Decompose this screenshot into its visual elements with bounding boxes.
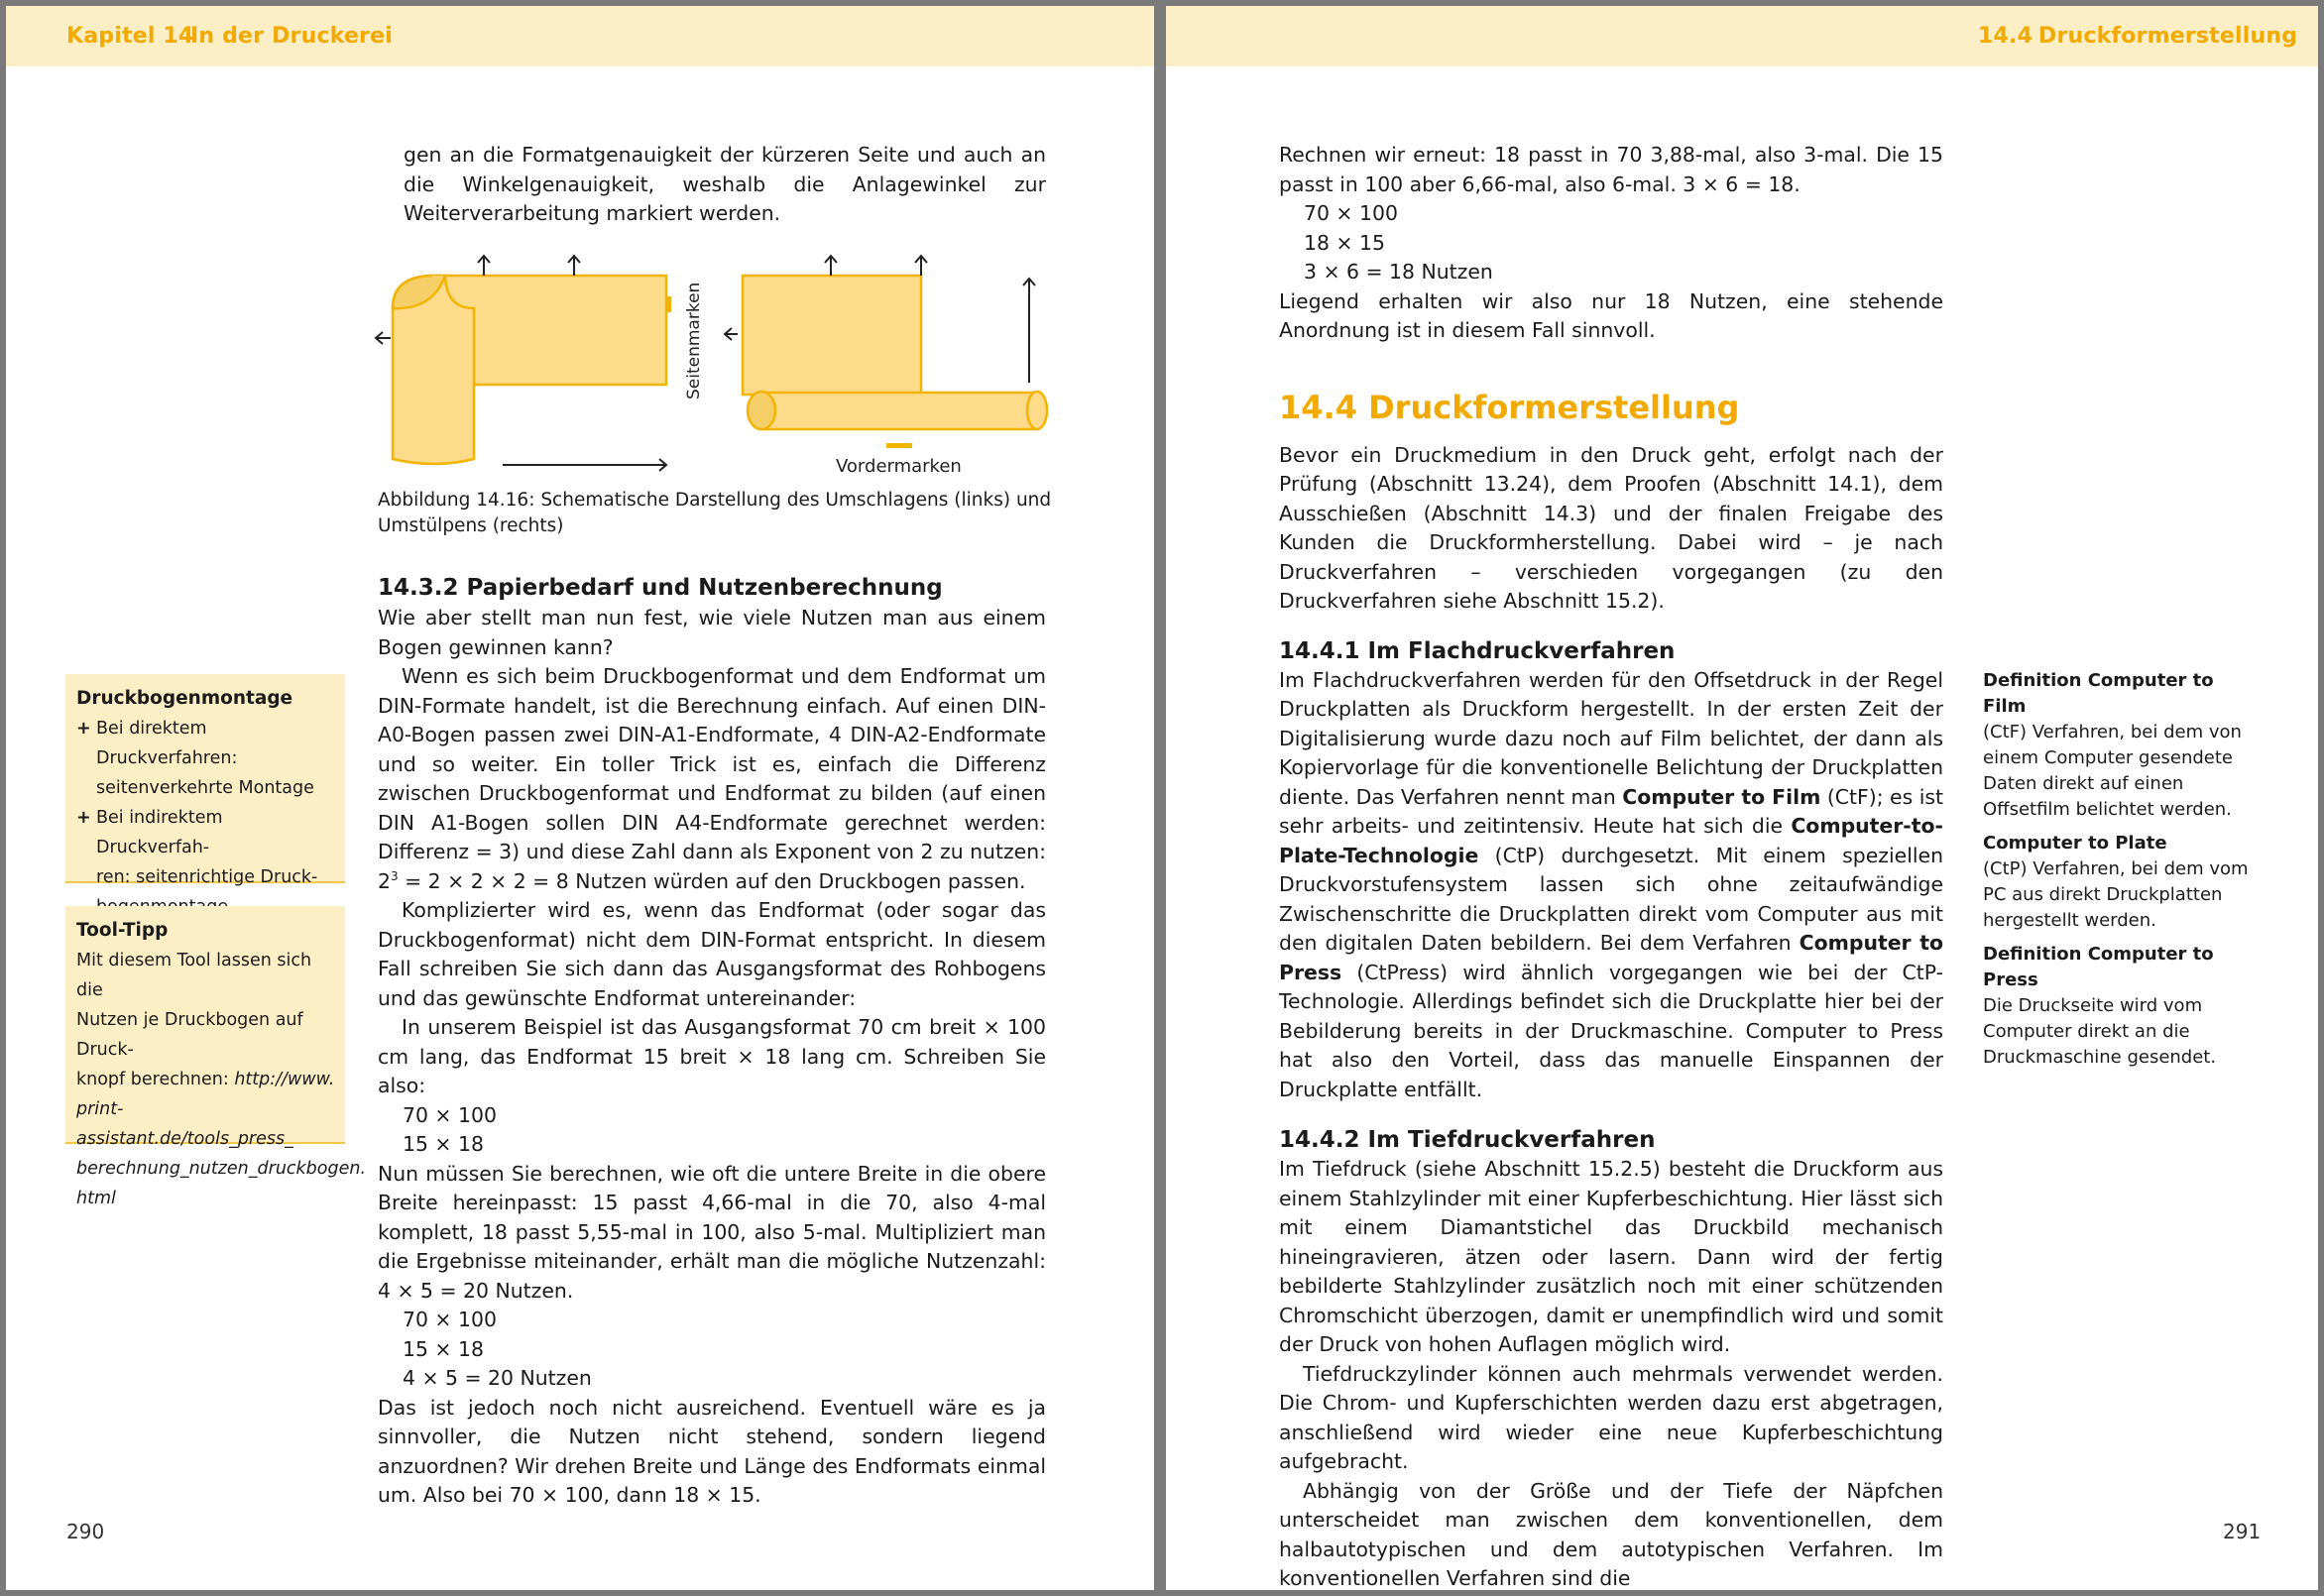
calc-line: 70 × 100 <box>1304 201 1398 225</box>
main-column <box>1279 141 1943 1590</box>
figure-umschlagen <box>373 249 1067 482</box>
note-text: (CtP) Verfahren, bei dem vom PC aus direkt Druckplatten hergestellt werden. <box>1983 858 2249 931</box>
section-title: Druckformerstellung <box>2038 24 2298 49</box>
tool-link[interactable]: print-assistant.de/tools_press_ <box>76 1099 293 1149</box>
text: = 2 × 2 × 2 = 8 Nutzen würden auf den Druckbogen passen. <box>398 868 1026 893</box>
calc-line: 15 × 18 <box>403 1132 484 1156</box>
list-item <box>76 803 335 922</box>
calc-line: 18 × 15 <box>1304 230 1385 255</box>
note-title: Definition Computer to Press <box>1983 944 2214 990</box>
text: (CtF); es ist sehr arbeits- und zeitintensiv. Heute hat sich die <box>1279 784 1944 838</box>
calc-line: 4 × 5 = 20 Nutzen <box>403 1366 592 1390</box>
margin-note <box>1983 942 2253 1071</box>
paragraph: Wie aber stellt man nun fest, wie viele Nutzen man aus einem Bogen gewinnen kann? <box>378 606 1046 659</box>
paragraph: Rechnen wir erneut: 18 passt in 70 3,88-mal, also 3-mal. Die 15 passt in 100 aber 6,66-mal, also 6-mal. 3 × 6 = 18. <box>1279 143 1943 196</box>
paragraph: Nun müssen Sie berechnen, wie oft die untere Breite in die obere Breite hereinpasst: 15 passt 4,66-mal in die 70, also 4-mal komplett, 18 passt 5,55-mal in 100, also 5-mal. Multipliziert man die Ergebnisse miteinander, erhält man die mögliche Nutzenzahl: 4 × 5 = 20 Nutzen. <box>378 1161 1046 1303</box>
caption-line: Abbildung 14.16: Schematische Darstellung des Umschlagens (links) und <box>378 490 1052 511</box>
running-header <box>6 6 1154 66</box>
info-box-tool-tipp <box>65 906 367 1208</box>
side-mark <box>666 296 671 312</box>
front-mark <box>886 443 912 448</box>
paragraph <box>378 662 1046 896</box>
box-title: Druckbogenmontage <box>76 688 293 709</box>
tool-link[interactable]: berechnung_nutzen_druckbogen. <box>76 1159 367 1179</box>
section-number: 14.4 <box>1978 24 2034 49</box>
box-line: Nutzen je Druckbogen auf Druck- <box>76 1010 303 1060</box>
note-text: (CtF) Verfahren, bei dem von einem Computer gesendete Daten direkt auf einen Offsetfilm belichtet werden. <box>1983 722 2242 820</box>
plus-icon: + <box>76 808 91 828</box>
calc-line: 3 × 6 = 18 Nutzen <box>1304 260 1493 284</box>
item-line: Bei direktem Druckverfahren: <box>96 719 238 768</box>
chapter-title: In der Druckerei <box>190 24 393 49</box>
plus-icon: + <box>76 719 91 739</box>
margin-note <box>1983 668 2253 823</box>
page-number: 291 <box>2223 1520 2262 1543</box>
page-number: 290 <box>66 1520 105 1543</box>
paragraph: gen an die Formatgenauigkeit der kürzeren Seite und auch an die Winkelgenauigkeit, weshalb die Anlagewinkel zur Weiterverarbeitung markiert werden. <box>404 143 1046 225</box>
note-title: Computer to Plate <box>1983 833 2167 854</box>
box-line <box>76 1065 335 1094</box>
exponent: 3 <box>390 868 399 883</box>
calc-line: 70 × 100 <box>403 1102 497 1127</box>
body-text-top <box>404 141 1046 229</box>
margin-note <box>1983 831 2253 934</box>
figure-caption <box>378 488 1052 539</box>
calc-line: 15 × 18 <box>403 1336 484 1361</box>
paragraph: Liegend erhalten wir also nur 18 Nutzen, eine stehende Anordnung ist in diesem Fall sinnvoll. <box>1279 288 1943 342</box>
section-heading: 14.3.2 Papierbedarf und Nutzenberechnung <box>378 575 943 601</box>
term: Computer-to-Plate-Technologie <box>1279 814 1943 867</box>
calc-line: 70 × 100 <box>403 1308 497 1331</box>
caption-line: Umstülpens (rechts) <box>378 515 564 536</box>
paragraph: Das ist jedoch noch nicht ausreichend. Eventuell wäre es ja sinnvoller, die Nutzen nicht stehend, sondern liegend anzuordnen? Wir drehen Breite und Länge des Endformats einmal um. Also bei 70 × 100, dann 18 × 15. <box>378 1395 1046 1507</box>
label-vordermarken: Vordermarken <box>836 456 962 477</box>
right-page <box>1166 6 2318 1590</box>
box-line: Mit diesem Tool lassen sich die <box>76 951 312 1000</box>
tool-link[interactable]: html <box>76 1189 116 1208</box>
tool-link[interactable]: http://www. <box>234 1070 335 1089</box>
term: Computer to Film <box>1622 784 1821 809</box>
info-box-druckbogenmontage <box>65 674 345 887</box>
paragraph: Komplizierter wird es, wenn das Endformat (oder sogar das Druckbogenformat) nicht dem DIN-Format entspricht. In diesem Fall schreiben Sie sich dann das Ausgangsformat des Rohbogens und das gewünschte Endformat untereinander: <box>378 898 1046 1010</box>
left-page <box>6 6 1154 1590</box>
subsection-heading: 14.4.1 Im Flachdruckverfahren <box>1279 637 1676 664</box>
paragraph: In unserem Beispiel ist das Ausgangsformat 70 cm breit × 100 cm lang, das Endformat 15 breit × 18 lang cm. Schreiben Sie also: <box>378 1015 1046 1097</box>
note-text: Die Druckseite wird vom Computer direkt an die Druckmaschine gesendet. <box>1983 995 2217 1068</box>
item-line: ren: seitenrichtige Druck- <box>96 867 318 887</box>
item-line: Bei indirektem Druckverfah- <box>96 808 223 857</box>
label-seitenmarken: Seitenmarken <box>684 282 704 399</box>
list-item <box>76 714 335 803</box>
paragraph <box>1279 666 1943 1105</box>
paragraph: Im Tiefdruck (siehe Abschnitt 15.2.5) besteht die Druckform aus einem Stahlzylinder mit einer Kupferbeschichtung. Hier lässt sich mit einem Diamantstichel das Druckbild mechanisch hineingravieren, ätzen oder lasern. Dann wird der fertig bebilderte Stahlzylinder zusätzlich noch mit einer schützenden Chromschicht überzogen, damit er unempfindlich wird und somit der Druck von hohen Auflagen möglich wird. <box>1279 1157 1943 1356</box>
paragraph: Abhängig von der Größe und der Tiefe der Näpfchen unterscheidet man zwischen dem konventionellen, dem halbautotypischen und dem autotypischen Verfahren. Im konventionellen Verfahren sind die <box>1279 1478 1943 1590</box>
figure-illustration <box>373 249 1067 482</box>
text: Im Flachdruckverfahren werden für den Offsetdruck in der Regel Druckplatten als Druckform hergestellt. In der ersten Zeit der Digitalisierung wurde dazu noch auf Film belichtet, der dann als Kopiervorlage für die konventionelle Belichtung der Druckplatten diente. Das Verfahren nennt man <box>1279 667 1943 809</box>
text: knopf berechnen: <box>76 1070 235 1089</box>
running-header <box>1166 6 2318 66</box>
text: Wenn es sich beim Druckbogenformat und dem Endformat um DIN-Formate handelt, ist die Berechnung einfach. Auf einen DIN-A0-Bogen passen zwei DIN-A1-Endformate, 4 DIN-A2-Endformate und so weiter. Ein toller Trick ist es, einfach die Differenz zwischen Druckbogenformat und Endformat zu bilden (auf einen DIN A1-Bogen sollen DIN A4-Endformate gerechnet werden: Differenz = 3) und diese Zahl dann als Exponent von 2 zu nutzen: 2 <box>378 664 1046 893</box>
subsection-heading: 14.4.2 Im Tiefdruckverfahren <box>1279 1127 1656 1153</box>
paragraph: Tiefdruckzylinder können auch mehrmals verwendet werden. Die Chrom- und Kupferschichten werden dazu erst abgetragen, anschließend wird wieder eine neue Kupferbeschichtung aufgebracht. <box>1279 1361 1943 1473</box>
item-line: seitenverkehrte Montage <box>96 778 314 798</box>
term: Computer to Press <box>1279 931 1943 984</box>
box-title: Tool-Tipp <box>76 920 169 941</box>
chapter-section-heading: 14.4 Druckformerstellung <box>1279 388 1740 426</box>
chapter-number: Kapitel 14 <box>66 24 194 49</box>
note-title: Definition Computer to Film <box>1983 670 2214 717</box>
text: (CtPress) wird ähnlich vorgegangen wie bei der CtP-Technologie. Allerdings befindet sich die Druckplatte hier bei der Bebilderung bereits in der Druckmaschine. Computer to Press hat also den Vorteil, dass das manuelle Einspannen der Druckplatte entfällt. <box>1279 960 1943 1101</box>
main-column <box>378 573 1046 1511</box>
margin-notes <box>1983 668 2253 1071</box>
paragraph: Bevor ein Druckmedium in den Druck geht, erfolgt nach der Prüfung (Abschnitt 13.24), dem Proofen (Abschnitt 14.1), dem Ausschießen (Abschnitt 14.3) und der finalen Freigabe des Kunden die Druckformherstellung. Dabei wird – je nach Druckverfahren – verschieden vorgegangen (zu den Druckverfahren siehe Abschnitt 15.2). <box>1279 442 1943 613</box>
text: (CtP) durchgesetzt. Mit einem speziellen Druckvorstufensystem lassen sich ohne zeitaufwändige Zwischenschritte die Druckplatten direkt vom Computer aus mit den digitalen Daten bebildern. Bei dem Verfahren <box>1279 843 1943 955</box>
